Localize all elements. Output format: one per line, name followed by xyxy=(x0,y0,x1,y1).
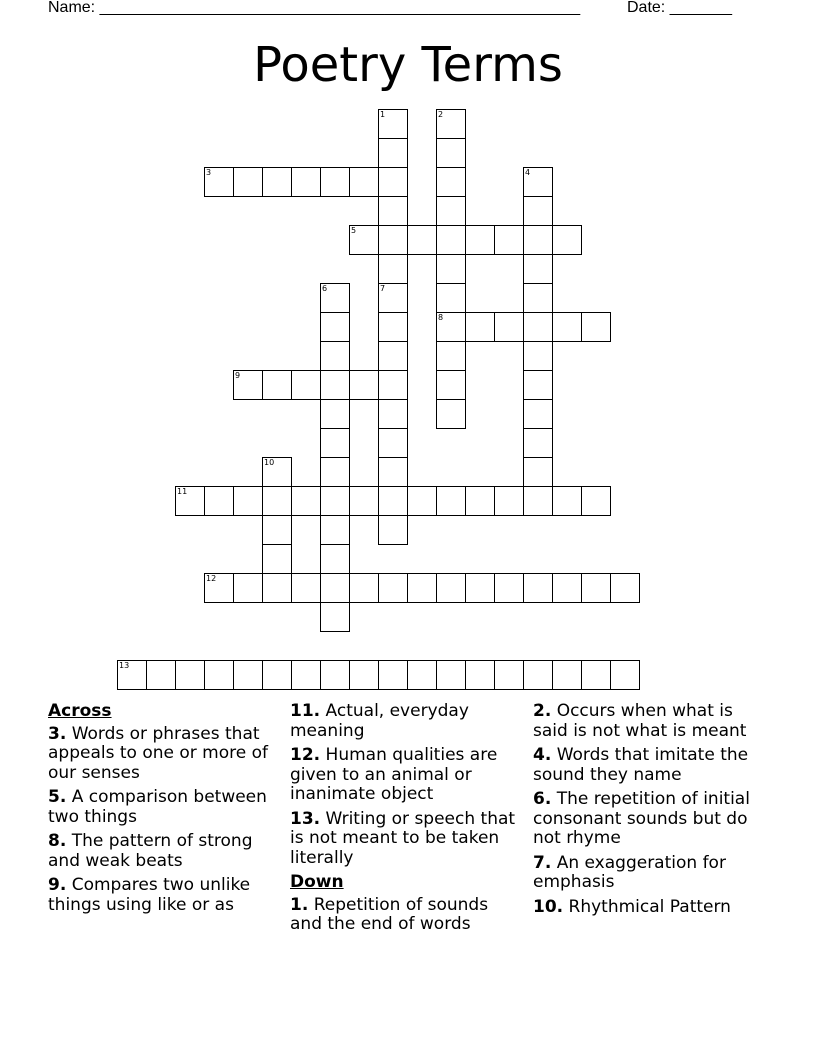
grid-cell[interactable] xyxy=(320,573,350,603)
grid-cell[interactable] xyxy=(523,167,553,197)
grid-cell[interactable] xyxy=(407,486,437,516)
grid-cell[interactable] xyxy=(523,399,553,429)
grid-cell[interactable] xyxy=(465,225,495,255)
cell-number: 1 xyxy=(380,110,386,119)
grid-cell[interactable] xyxy=(523,428,553,458)
grid-cell[interactable] xyxy=(436,283,466,313)
clue-text: Rhythmical Pattern xyxy=(568,896,731,917)
down-heading: Down xyxy=(290,872,344,892)
clue-number: 12. xyxy=(290,745,321,765)
clue-number: 2. xyxy=(533,701,552,721)
grid-cell[interactable] xyxy=(320,660,350,690)
grid-cell[interactable] xyxy=(349,486,379,516)
grid-cell[interactable] xyxy=(378,399,408,429)
grid-cell[interactable] xyxy=(378,109,408,139)
date-field-label: Date: _______ xyxy=(627,0,732,16)
grid-cell[interactable] xyxy=(262,660,292,690)
grid-cell[interactable] xyxy=(378,138,408,168)
grid-cell[interactable] xyxy=(465,486,495,516)
grid-cell[interactable] xyxy=(465,660,495,690)
clue-across-9 xyxy=(48,876,284,915)
clue-text: An exaggeration for emphasis xyxy=(533,852,726,892)
grid-cell[interactable] xyxy=(378,660,408,690)
grid-cell[interactable] xyxy=(552,573,582,603)
grid-cell[interactable] xyxy=(175,660,205,690)
grid-cell[interactable] xyxy=(436,109,466,139)
grid-cell[interactable] xyxy=(291,573,321,603)
grid-cell[interactable] xyxy=(320,312,350,342)
grid-cell[interactable] xyxy=(523,457,553,487)
clue-down-4 xyxy=(533,746,773,785)
grid-cell[interactable] xyxy=(146,660,176,690)
grid-cell[interactable] xyxy=(465,573,495,603)
grid-cell[interactable] xyxy=(262,486,292,516)
grid-cell[interactable] xyxy=(494,660,524,690)
grid-cell[interactable] xyxy=(262,573,292,603)
grid-cell[interactable] xyxy=(320,486,350,516)
grid-cell[interactable] xyxy=(552,312,582,342)
grid-cell[interactable] xyxy=(378,196,408,226)
clue-number: 6. xyxy=(533,789,552,809)
grid-cell[interactable] xyxy=(378,515,408,545)
grid-cell[interactable] xyxy=(291,370,321,400)
grid-cell[interactable] xyxy=(320,167,350,197)
grid-cell[interactable] xyxy=(378,486,408,516)
grid-cell[interactable] xyxy=(407,660,437,690)
grid-cell[interactable] xyxy=(320,283,350,313)
clue-down-2 xyxy=(533,702,773,741)
grid-cell[interactable] xyxy=(262,457,292,487)
cell-number: 9 xyxy=(235,371,241,380)
grid-cell[interactable] xyxy=(523,283,553,313)
clue-text: Writing or speech that is not meant to be taken literally xyxy=(290,808,516,868)
grid-cell[interactable] xyxy=(407,225,437,255)
grid-cell[interactable] xyxy=(436,573,466,603)
grid-cell[interactable] xyxy=(262,370,292,400)
grid-cell[interactable] xyxy=(204,573,234,603)
grid-cell[interactable] xyxy=(175,486,205,516)
grid-cell[interactable] xyxy=(494,225,524,255)
grid-cell[interactable] xyxy=(349,660,379,690)
grid-cell[interactable] xyxy=(320,544,350,574)
grid-cell[interactable] xyxy=(523,254,553,284)
grid-cell[interactable] xyxy=(523,341,553,371)
grid-cell[interactable] xyxy=(378,428,408,458)
grid-cell[interactable] xyxy=(291,167,321,197)
grid-cell[interactable] xyxy=(204,660,234,690)
grid-cell[interactable] xyxy=(262,515,292,545)
grid-cell[interactable] xyxy=(320,399,350,429)
grid-cell[interactable] xyxy=(349,167,379,197)
grid-cell[interactable] xyxy=(378,341,408,371)
grid-cell[interactable] xyxy=(436,399,466,429)
clue-number: 5. xyxy=(48,787,67,807)
grid-cell[interactable] xyxy=(494,573,524,603)
clue-number: 10. xyxy=(533,896,564,917)
cell-number: 13 xyxy=(119,661,130,670)
clue-column-2 xyxy=(290,702,520,940)
grid-cell[interactable] xyxy=(378,457,408,487)
cell-number: 2 xyxy=(438,110,444,119)
grid-cell[interactable] xyxy=(233,486,263,516)
clue-across-12 xyxy=(290,746,520,805)
grid-cell[interactable] xyxy=(320,370,350,400)
cell-number: 11 xyxy=(177,487,188,496)
grid-cell[interactable] xyxy=(581,486,611,516)
clue-number: 4. xyxy=(533,745,552,765)
grid-cell[interactable] xyxy=(320,457,350,487)
grid-cell[interactable] xyxy=(494,486,524,516)
clue-text: Human qualities are given to an animal or inanimate object xyxy=(290,745,498,804)
grid-cell[interactable] xyxy=(523,370,553,400)
clue-across-3 xyxy=(48,725,284,784)
clue-down-10 xyxy=(533,898,773,918)
cell-number: 3 xyxy=(206,168,212,177)
grid-cell[interactable] xyxy=(552,225,582,255)
cell-number: 4 xyxy=(525,168,531,177)
grid-cell[interactable] xyxy=(436,196,466,226)
grid-cell[interactable] xyxy=(581,660,611,690)
grid-cell[interactable] xyxy=(378,283,408,313)
grid-cell[interactable] xyxy=(523,312,553,342)
clue-across-11 xyxy=(290,702,520,741)
clue-across-5 xyxy=(48,788,284,827)
grid-cell[interactable] xyxy=(436,167,466,197)
clue-across-8 xyxy=(48,832,284,871)
clue-text: A comparison between two things xyxy=(48,787,267,827)
clue-column-3 xyxy=(533,702,773,922)
grid-cell[interactable] xyxy=(436,312,466,342)
cell-number: 8 xyxy=(438,313,444,322)
grid-cell[interactable] xyxy=(581,312,611,342)
grid-cell[interactable] xyxy=(233,370,263,400)
grid-cell[interactable] xyxy=(117,660,147,690)
grid-cell[interactable] xyxy=(320,515,350,545)
clue-down-1 xyxy=(290,896,520,935)
grid-cell[interactable] xyxy=(378,370,408,400)
grid-cell[interactable] xyxy=(436,370,466,400)
grid-cell[interactable] xyxy=(465,312,495,342)
grid-cell[interactable] xyxy=(349,573,379,603)
clue-text: Words or phrases that appeals to one or more of our senses xyxy=(48,723,268,783)
grid-cell[interactable] xyxy=(436,138,466,168)
clue-text: The pattern of strong and weak beats xyxy=(48,831,253,871)
clue-text: Actual, everyday meaning xyxy=(290,701,469,741)
grid-cell[interactable] xyxy=(262,167,292,197)
grid-cell[interactable] xyxy=(349,370,379,400)
grid-cell[interactable] xyxy=(436,225,466,255)
clue-text: Repetition of sounds and the end of words xyxy=(290,894,489,934)
grid-cell[interactable] xyxy=(436,486,466,516)
grid-cell[interactable] xyxy=(378,573,408,603)
grid-cell[interactable] xyxy=(523,225,553,255)
grid-cell[interactable] xyxy=(349,225,379,255)
grid-cell[interactable] xyxy=(233,573,263,603)
grid-cell[interactable] xyxy=(262,544,292,574)
clue-number: 8. xyxy=(48,831,67,851)
name-field-label: Name: ______________________________________________________ xyxy=(48,0,581,16)
grid-cell[interactable] xyxy=(320,428,350,458)
clue-number: 13. xyxy=(290,808,321,829)
clue-number: 3. xyxy=(48,723,67,744)
grid-cell[interactable] xyxy=(378,254,408,284)
grid-cell[interactable] xyxy=(552,660,582,690)
grid-cell[interactable] xyxy=(291,660,321,690)
grid-cell[interactable] xyxy=(552,486,582,516)
cell-number: 7 xyxy=(380,284,386,293)
clue-across-13 xyxy=(290,810,520,869)
clue-number: 11. xyxy=(290,701,321,721)
grid-cell[interactable] xyxy=(320,341,350,371)
grid-cell[interactable] xyxy=(523,196,553,226)
grid-cell[interactable] xyxy=(291,486,321,516)
clue-column-1 xyxy=(48,702,284,920)
grid-cell[interactable] xyxy=(204,167,234,197)
across-heading: Across xyxy=(48,701,112,721)
grid-cell[interactable] xyxy=(581,573,611,603)
clue-text: Words that imitate the sound they name xyxy=(533,745,749,785)
cell-number: 12 xyxy=(206,574,217,583)
clue-text: The repetition of initial consonant sounds but do not rhyme xyxy=(533,789,750,848)
cell-number: 5 xyxy=(351,226,357,235)
grid-cell[interactable] xyxy=(233,167,263,197)
grid-cell[interactable] xyxy=(494,312,524,342)
grid-cell[interactable] xyxy=(378,167,408,197)
grid-cell[interactable] xyxy=(233,660,263,690)
page-title: Poetry Terms xyxy=(253,37,563,93)
grid-cell[interactable] xyxy=(436,254,466,284)
clue-number: 9. xyxy=(48,875,67,895)
clue-text: Compares two unlike things using like or as xyxy=(48,875,251,915)
clue-down-6 xyxy=(533,790,773,849)
grid-cell[interactable] xyxy=(407,573,437,603)
clue-down-7 xyxy=(533,854,773,893)
grid-cell[interactable] xyxy=(436,660,466,690)
grid-cell[interactable] xyxy=(378,225,408,255)
clue-text: Occurs when what is said is not what is meant xyxy=(533,701,747,741)
grid-cell[interactable] xyxy=(436,341,466,371)
grid-cell[interactable] xyxy=(378,312,408,342)
clue-number: 1. xyxy=(290,894,309,915)
grid-cell[interactable] xyxy=(610,660,640,690)
cell-number: 6 xyxy=(322,284,328,293)
grid-cell[interactable] xyxy=(523,660,553,690)
cell-number: 10 xyxy=(264,458,275,467)
clue-number: 7. xyxy=(533,852,552,873)
grid-cell[interactable] xyxy=(523,573,553,603)
grid-cell[interactable] xyxy=(320,602,350,632)
grid-cell[interactable] xyxy=(204,486,234,516)
grid-cell[interactable] xyxy=(523,486,553,516)
grid-cell[interactable] xyxy=(610,573,640,603)
